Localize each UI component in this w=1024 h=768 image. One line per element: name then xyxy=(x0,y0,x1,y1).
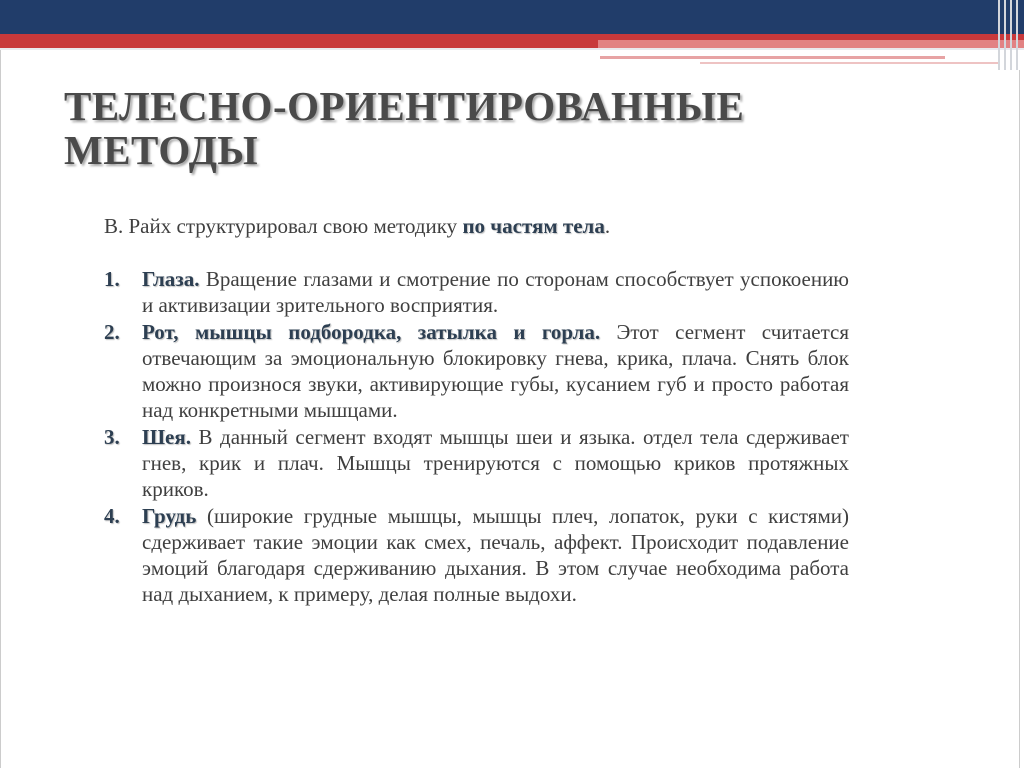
list-item-text: (широкие грудные мышцы, мышцы плеч, лопаток, руки с кистями) сдерживает такие эмоции как смех, печаль, аффект. Происходит подавление эмоций благодаря сдерживанию дыхания. В этом случае необходима работа над дыханием, к примеру, делая полные выдохи. xyxy=(142,504,849,606)
list-item xyxy=(104,319,849,423)
slide-body xyxy=(104,213,849,608)
slide-frame-right xyxy=(1019,70,1020,768)
intro-end: . xyxy=(604,214,611,238)
intro-paragraph xyxy=(104,213,849,239)
header-stripes xyxy=(994,0,1024,70)
list-item-term: Рот, мышцы подбородка, затылка и горла. xyxy=(142,320,601,344)
list-item-number: 3. xyxy=(104,425,120,449)
header-accent-line xyxy=(600,56,945,59)
segment-list xyxy=(104,266,849,607)
list-item-number: 1. xyxy=(104,267,120,291)
list-item-text: Этот сегмент считается отвечающим за эмоциональную блокировку гнева, крика, плача. Снять блок можно произнося звуки, активирующие губы, кусанием губ и просто работая над конкретными мышцами. xyxy=(142,320,849,422)
header-band-red-light xyxy=(598,40,1024,48)
slide-frame-left xyxy=(0,50,1,768)
list-item xyxy=(104,266,849,318)
list-item-term: Глаза. xyxy=(142,267,200,291)
list-item-number: 4. xyxy=(104,504,120,528)
list-item-number: 2. xyxy=(104,320,120,344)
intro-highlight: по частям тела xyxy=(462,214,605,238)
slide-title: ТЕЛЕСНО-ОРИЕНТИРОВАННЫЕ МЕТОДЫ xyxy=(64,83,745,173)
list-item xyxy=(104,503,849,607)
list-item-text: В данный сегмент входят мышцы шеи и языка. отдел тела сдерживает гнев, крик и плач. Мышцы тренируются с помощью криков протяжных криков. xyxy=(142,425,849,501)
list-item xyxy=(104,424,849,502)
list-item-term: Шея. xyxy=(142,425,191,449)
list-item-term: Грудь xyxy=(142,504,197,528)
header-accent-line-2 xyxy=(700,62,1000,64)
header-band-grey xyxy=(0,48,1024,50)
header-band-navy xyxy=(0,0,1024,34)
list-item-text: Вращение глазами и смотрение по сторонам способствует успокоению и активизации зрительного восприятия. xyxy=(142,267,849,317)
intro-text: В. Райх структурировал свою методику xyxy=(104,214,463,238)
